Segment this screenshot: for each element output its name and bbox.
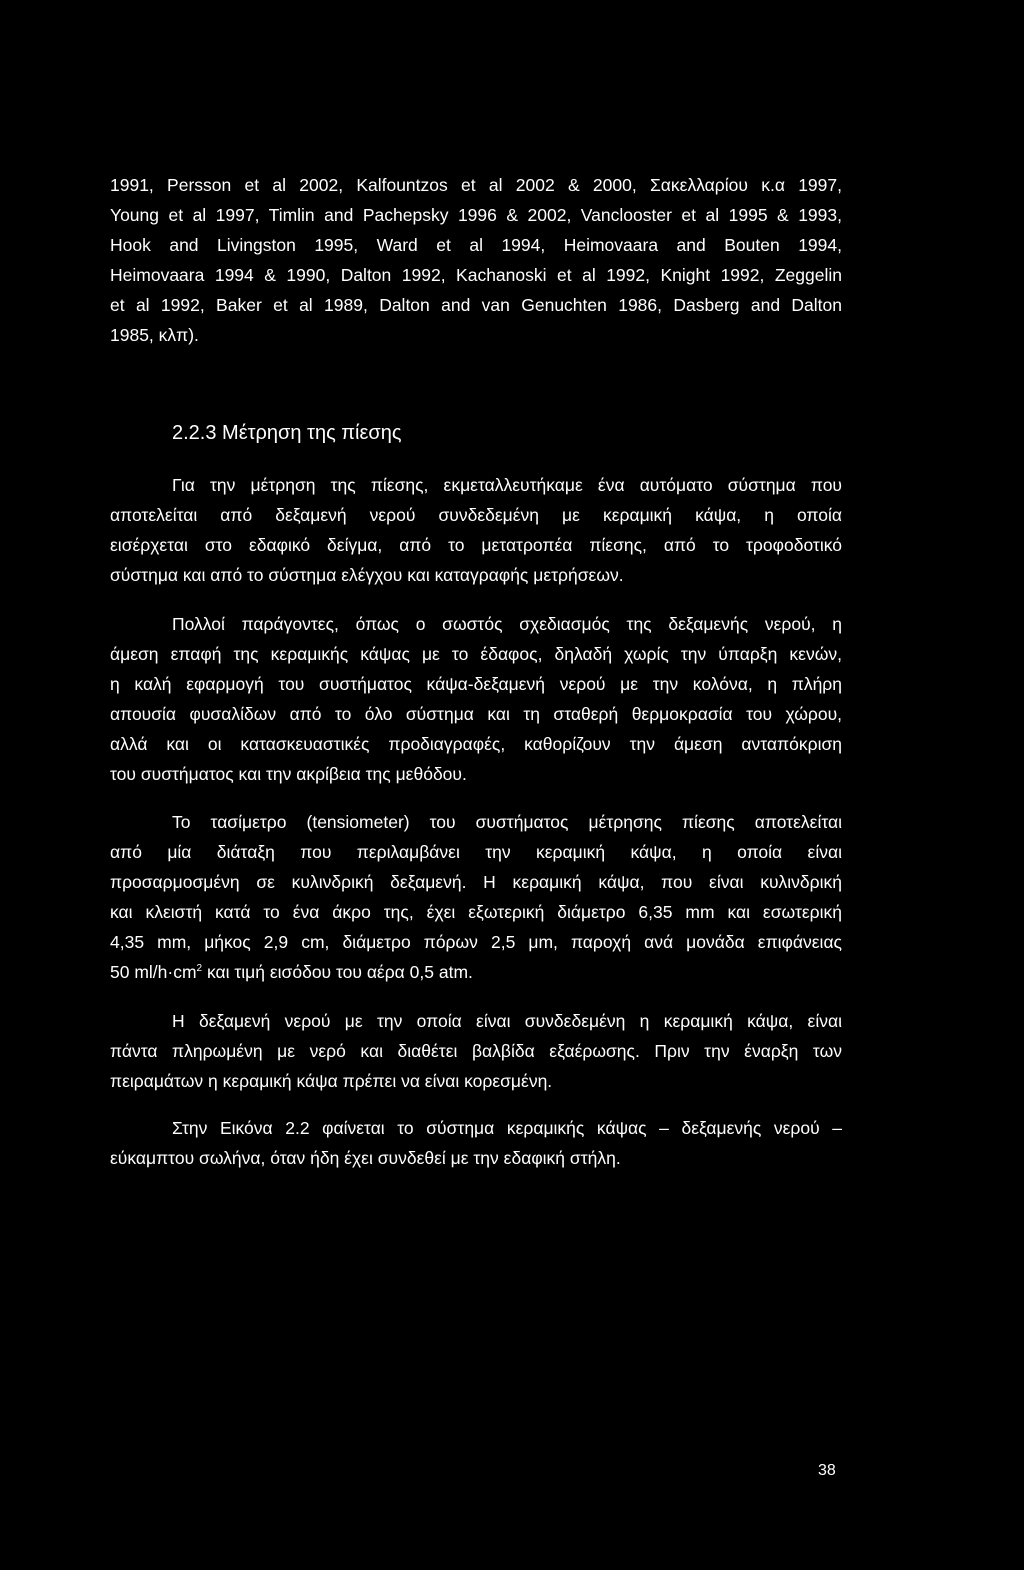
section-heading: 2.2.3 Μέτρηση της πίεσης — [172, 422, 402, 444]
text-line: εισέρχεται στο εδαφικό δείγμα, από το μετατροπέα πίεσης, από το τροφοδοτικό — [110, 535, 842, 555]
text-line: η καλή εφαρμογή του συστήματος κάψα-δεξαμενή νερού με την κολόνα, η πλήρη — [110, 674, 842, 694]
text-line: άμεση επαφή της κεραμικής κάψας με το έδαφος, δηλαδή χωρίς την ύπαρξη κενών, — [110, 644, 842, 664]
text-line: εύκαμπτου σωλήνα, όταν ήδη έχει συνδεθεί με την εδαφική στήλη. — [110, 1148, 621, 1168]
text-line: και κλειστή κατά το ένα άκρο της, έχει εξωτερική διάμετρο 6,35 mm και εσωτερική — [110, 902, 842, 922]
text-line — [110, 957, 842, 987]
pressure-measurement-paragraph — [110, 470, 842, 590]
text-line: et al 1992, Baker et al 1989, Dalton and van Genuchten 1986, Dasberg and Dalton — [110, 295, 842, 315]
text-line: απουσία φυσαλίδων από το όλο σύστημα και τη σταθερή θερμοκρασία του χώρου, — [110, 704, 842, 724]
text-line: σύστημα και από το σύστημα ελέγχου και καταγραφής μετρήσεων. — [110, 565, 624, 585]
text-line: Hook and Livingston 1995, Ward et al 1994, Heimovaara and Bouten 1994, — [110, 235, 842, 255]
text-line: Πολλοί παράγοντες, όπως ο σωστός σχεδιασμός της δεξαμενής νερού, η — [172, 614, 842, 634]
text-line: Το τασίμετρο (tensiometer) του συστήματος μέτρησης πίεσης αποτελείται — [172, 812, 842, 832]
text-line: Young et al 1997, Timlin and Pachepsky 1996 & 2002, Vanclooster et al 1995 & 1993, — [110, 205, 842, 225]
text-fragment: και τιμή εισόδου του αέρα 0,5 atm. — [202, 962, 473, 982]
text-line: του συστήματος και την ακρίβεια της μεθόδου. — [110, 764, 467, 784]
text-line: Heimovaara 1994 & 1990, Dalton 1992, Kachanoski et al 1992, Knight 1992, Zeggelin — [110, 265, 842, 285]
figure-reference-paragraph — [110, 1113, 842, 1173]
reservoir-paragraph — [110, 1006, 842, 1096]
tensiometer-paragraph — [110, 807, 842, 987]
text-line: Η δεξαμενή νερού με την οποία είναι συνδεδεμένη η κεραμική κάψα, είναι — [172, 1011, 842, 1031]
text-line: 1991, Persson et al 2002, Kalfountzos et al 2002 & 2000, Σακελλαρίου κ.α 1997, — [110, 175, 842, 195]
text-line: προσαρμοσμένη σε κυλινδρική δεξαμενή. Η κεραμική κάψα, που είναι κυλινδρική — [110, 872, 842, 892]
text-line: 1985, κλπ). — [110, 325, 199, 345]
text-line: 4,35 mm, μήκος 2,9 cm, διάμετρο πόρων 2,5 μm, παροχή ανά μονάδα επιφάνειας — [110, 932, 842, 952]
text-line: αλλά και οι κατασκευαστικές προδιαγραφές, καθορίζουν την άμεση ανταπόκριση — [110, 734, 842, 754]
superscript: 2 — [196, 963, 203, 975]
text-line: πειραμάτων η κεραμική κάψα πρέπει να είναι κορεσμένη. — [110, 1071, 553, 1091]
factors-paragraph — [110, 609, 842, 789]
text-line: πάντα πληρωμένη με νερό και διαθέτει βαλβίδα εξαέρωσης. Πριν την έναρξη των — [110, 1041, 842, 1061]
text-fragment: 50 ml/h·cm — [110, 962, 197, 982]
text-line: Στην Εικόνα 2.2 φαίνεται το σύστημα κεραμικής κάψας – δεξαμενής νερού – — [172, 1118, 842, 1138]
text-line: Για την μέτρηση της πίεσης, εκμεταλλευτήκαμε ένα αυτόματο σύστημα που — [172, 475, 842, 495]
text-line: αποτελείται από δεξαμενή νερού συνδεδεμένη με κεραμική κάψα, η οποία — [110, 505, 842, 525]
page-number: 38 — [818, 1462, 836, 1479]
text-line: από μία διάταξη που περιλαμβάνει την κεραμική κάψα, η οποία είναι — [110, 842, 842, 862]
references-paragraph — [110, 170, 842, 350]
